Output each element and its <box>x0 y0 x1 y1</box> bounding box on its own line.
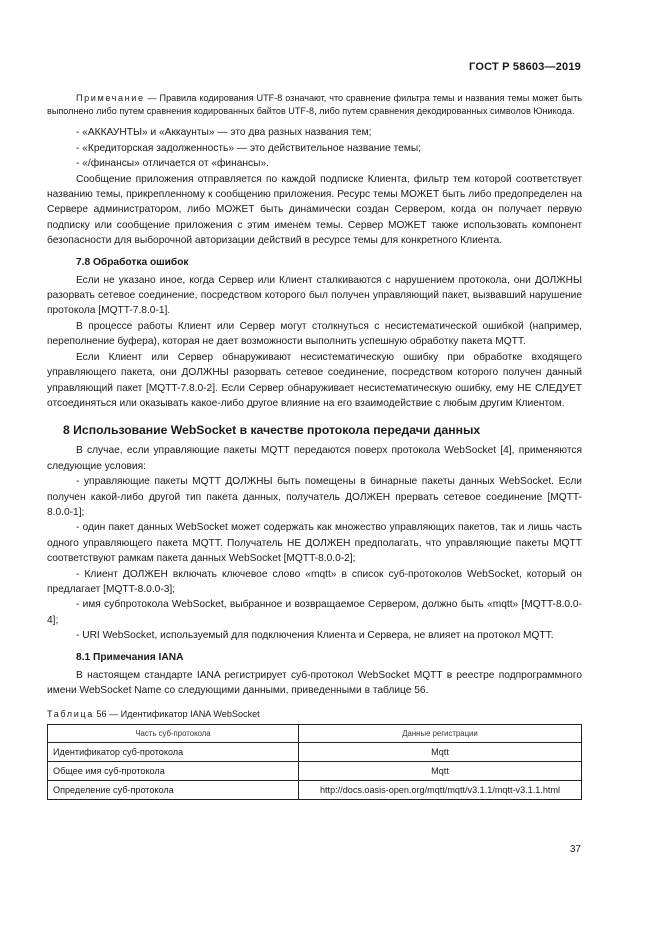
body-paragraph: Если не указано иное, когда Сервер или Клиент сталкиваются с нарушением протокола, они ДОЛЖНЫ разорвать сетевое соединение, посредством которого был получен управляющий пакет, вызвавший нарушение протокола [MQTT-7.8.0-1]. <box>47 274 582 317</box>
table-cell: http://docs.oasis-open.org/mqtt/mqtt/v3.1.1/mqtt-v3.1.1.html <box>299 781 582 800</box>
table-caption-text: 56 — Идентификатор IANA WebSocket <box>93 709 260 720</box>
note-label: Примечание <box>76 93 145 103</box>
note-text: — Правила кодирования UTF-8 означают, что сравнение фильтра темы и названия темы может быть выполнено либо путем сравнения кодированных байтов UTF-8, либо путем сравнения декодированных символов Юникода. <box>47 93 582 117</box>
iana-table <box>47 724 582 800</box>
table-header-row <box>48 725 582 743</box>
condition-item: - один пакет данных WebSocket может содержать как множество управляющих пакетов, так и лишь часть одного управляющего пакета MQTT. Получатель НЕ ДОЛЖЕН предполагать, что управляющие пакеты MQTT соответствуют рамкам пакета данных WebSocket [MQTT-8.0.0-2]; <box>47 522 582 565</box>
example-item: - «АККАУНТЫ» и «Аккаунты» — это два разных названия тем; <box>76 127 372 139</box>
note-paragraph <box>47 92 582 118</box>
table-header-cell: Часть суб-протокола <box>48 725 299 743</box>
example-item: - «/финансы» отличается от «финансы». <box>76 158 269 170</box>
condition-item: - имя субпротокола WebSocket, выбранное и возвращаемое Сервером, должно быть «mqtt» [MQTT-8.0.0-4]; <box>47 599 582 626</box>
section-8-heading: 8 Использование WebSocket в качестве протокола передачи данных <box>63 423 481 438</box>
table-cell: Mqtt <box>299 743 582 762</box>
table-header-cell: Данные регистрации <box>299 725 582 743</box>
page-content <box>47 92 582 800</box>
standard-code: ГОСТ Р 58603—2019 <box>469 61 581 73</box>
iana-paragraph: В настоящем стандарте IANA регистрирует суб-протокол WebSocket MQTT в реестре подпрограммного имени WebSocket Name со следующими данными, приведенными в таблице 56. <box>47 669 582 696</box>
table-row <box>48 743 582 762</box>
example-item: - «Кредиторская задолженность» — это действительное название темы; <box>76 142 421 154</box>
section-8-1-heading: 8.1 Примечания IANA <box>76 651 184 663</box>
condition-item: - управляющие пакеты MQTT ДОЛЖНЫ быть помещены в бинарные пакеты данных WebSocket. Если получен какой-либо другой тип пакета данных, получатель ДОЛЖЕН прервать сетевое соединение [MQTT-8.0.0-1]; <box>47 476 582 518</box>
table-row <box>48 781 582 800</box>
section-8-intro: В случае, если управляющие пакеты MQTT передаются поверх протокола WebSocket [4], применяются следующие условия: <box>47 445 582 472</box>
table-caption-label: Таблица <box>47 709 94 720</box>
condition-item: - Клиент ДОЛЖЕН включать ключевое слово «mqtt» в список суб-протоколов WebSocket, который он предлагает [MQTT-8.0.0-3]; <box>47 568 582 595</box>
condition-item: - URI WebSocket, используемый для подключения Клиента и Сервера, не влияет на протокол MQTT. <box>76 630 554 642</box>
body-paragraph: В процессе работы Клиент или Сервер могут столкнуться с несистематической ошибкой (например, переполнение буфера), которая не дает возможности выполнить успешную обработку пакета MQTT. <box>47 320 582 348</box>
page-number: 37 <box>569 844 581 855</box>
table-cell: Общее имя суб-протокола <box>48 762 299 781</box>
table-cell: Определение суб-протокола <box>48 781 299 800</box>
table-row <box>48 762 582 781</box>
table-cell: Идентификатор суб-протокола <box>48 743 299 762</box>
section-7-8-heading: 7.8 Обработка ошибок <box>76 256 189 268</box>
table-caption <box>47 709 582 719</box>
subscription-paragraph: Сообщение приложения отправляется по каждой подписке Клиента, фильтр тем которой соответствует названию темы, прикрепленному к сообщению приложения. Ресурс темы МОЖЕТ быть либо предопределен на Сервере администратором, либо МОЖЕТ быть динамически создан Сервером, когда он получает первую подписку или сообщение приложения с этим именем темы. Сервер МОЖЕТ также использовать компонент безопасности для выборочной авторизации действий в ресурсе темы для конкретного Клиента. <box>47 173 582 247</box>
table-cell: Mqtt <box>299 762 582 781</box>
body-paragraph: Если Клиент или Сервер обнаруживают несистематическую ошибку при обработке входящего управляющего пакета, они ДОЛЖНЫ разорвать сетевое соединение, посредством которого получен данный управляющий пакет [MQTT-7.8.0-2]. Если Сервер обнаруживает несистематическую ошибку, ему НЕ СЛЕДУЕТ отсоединяться или оказывать какое-либо другое влияние на его взаимодействие с любым другим Клиентом. <box>47 351 582 409</box>
